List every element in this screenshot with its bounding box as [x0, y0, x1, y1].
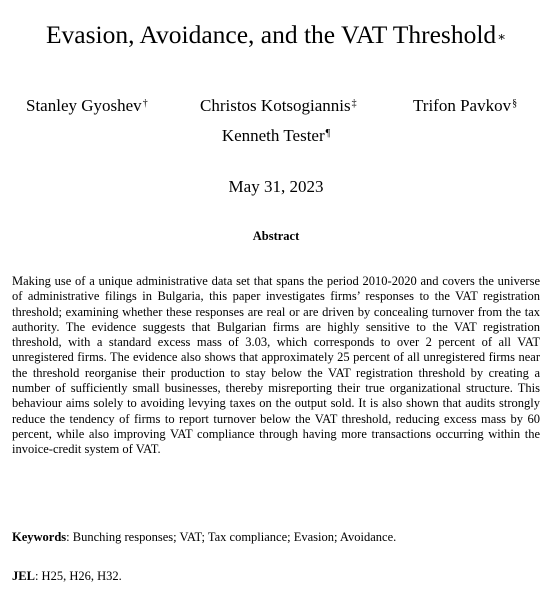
abstract-heading: Abstract [252, 229, 300, 243]
title-footnote-mark: ∗ [497, 29, 507, 44]
paper-date: May 31, 2023 [228, 177, 324, 196]
author-pavkov [413, 94, 517, 118]
author-footnote-mark: § [512, 98, 518, 109]
jel-text: : H25, H26, H32. [34, 569, 122, 583]
keywords-label: Keywords [12, 530, 67, 544]
jel-label: JEL [12, 569, 35, 583]
author-footnote-mark: † [142, 98, 148, 109]
keywords-line [12, 529, 540, 545]
author-tester [222, 126, 330, 145]
keywords-text: : Bunching responses; VAT; Tax compliance; Evasion; Avoidance. [66, 530, 397, 544]
author-name: Trifon Pavkov [413, 96, 512, 115]
author-list-second-line [0, 124, 552, 148]
author-footnote-mark: ¶ [325, 128, 331, 139]
author-name: Kenneth Tester [221, 126, 325, 145]
author-name: Christos Kotsogiannis [200, 96, 351, 115]
author-kotsogiannis [200, 94, 357, 118]
jel-line [12, 568, 540, 584]
author-list [0, 94, 552, 118]
paper-title [0, 20, 552, 50]
author-gyoshev [26, 94, 148, 118]
author-footnote-mark: ‡ [351, 98, 357, 109]
abstract-body: Making use of a unique administrative data set that spans the period 2010-2020 and covers the universe of administrative filings in Bulgaria, this paper investigates firms’ responses to the VAT registration threshold; examining whether these responses are real or are driven by concealing turnover from the tax authority. The evidence suggests that Bulgarian firms are highly sensitive to the VAT registration threshold, with a standard excess mass of 3.03, which corresponds to over 2 percent of all VAT unregistered firms. The evidence also shows that approximately 25 percent of all unregistered firms near the threshold reorganise their production to stay below the VAT registration threshold by creating a number of sufficiently small businesses, thereby misreporting their true organizational structure. This behaviour aims solely to avoiding levying taxes on the output sold. It is also shown that audits strongly reduce the tendency of firms to report turnover below the VAT threshold, reducing excess mass by 60 percent, while also improving VAT compliance through having more transactions occurring within the invoice-credit system of VAT. [12, 274, 540, 457]
paper-title-text: Evasion, Avoidance, and the VAT Threshold [45, 20, 497, 49]
author-name: Stanley Gyoshev [26, 96, 142, 115]
